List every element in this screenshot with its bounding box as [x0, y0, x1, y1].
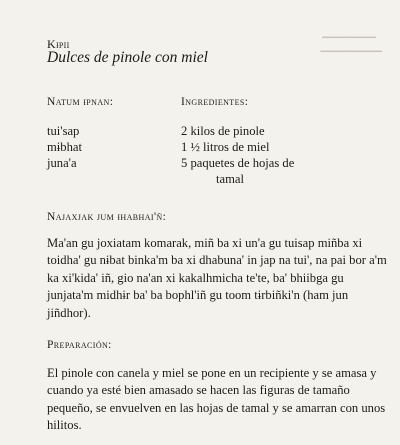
ingredient-local: mɨbhat	[47, 140, 82, 154]
recipe-title: Kɨpii	[47, 37, 70, 51]
method-spanish-paragraph: El pinole con canela y miel se pone en un recipiente y se amasa y cuando ya esté bien amasado se hacen las figuras de tamaño pequeño, se envuelven en las hojas de tamal y se amarran con unos hilitos.	[47, 366, 386, 433]
show-through-text: ▔▔▔▔▔▔▔	[322, 38, 376, 49]
method-spanish-header: Preparación:	[47, 339, 112, 351]
ingredient-local: tui'sap	[47, 124, 80, 138]
ingredient-spanish-continuation: tamal	[216, 172, 244, 186]
method-local-header: Najaxjak jum ɨhabhai'ñ:	[47, 211, 167, 223]
ingredient-spanish: 2 kilos de pinole	[181, 124, 265, 138]
ingredients-header-local: Natum ɨpnan:	[47, 96, 114, 108]
ingredient-spanish: 5 paquetes de hojas de	[181, 156, 295, 170]
recipe-subtitle: Dulces de pinole con miel	[47, 49, 208, 66]
show-through-text: ▔▔▔▔▔▔▔▔	[320, 52, 382, 63]
method-local-paragraph: Ma'an gu joxiatam komarak, miñ ba xi un'a gu tuisap miñba xi toidha' gu nɨbat binka'm ba xi dhabuna' in jap na tui', na pai bor a'm ka xi'kida' iñ, gio na'an xi kakalhmicha te'te, ba' bhiibga gu junjata'm midhɨr ba' ba bophl'iñ gu toom tɨrbiñki'n (ham jun jiñdhor).	[47, 236, 387, 320]
ingredient-spanish: 1 ½ litros de miel	[181, 140, 270, 154]
ingredient-local: juna'a	[47, 156, 77, 170]
ingredients-header-spanish: Ingredientes:	[181, 96, 249, 108]
